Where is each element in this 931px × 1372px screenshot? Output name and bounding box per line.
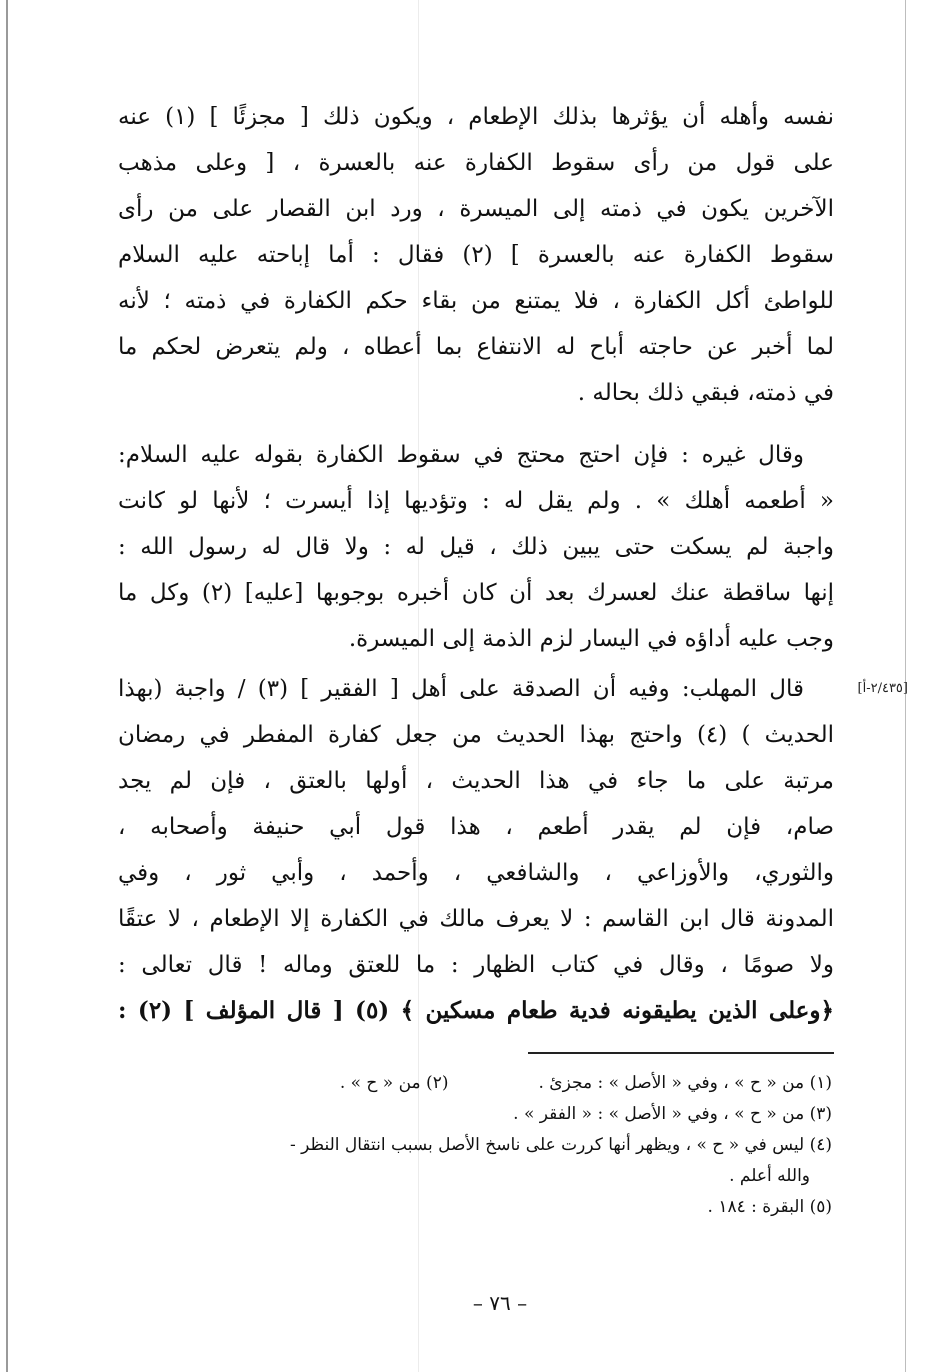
footnote-separator xyxy=(528,1052,834,1054)
footnote-2: (٢) من « ح » . xyxy=(339,1073,449,1093)
footnote-4: (٤) ليس في « ح » ، ويظهر أنها كررت على ناسخ الأصل بسبب انتقال النظر - xyxy=(289,1135,832,1155)
quran-verse-line: ﴿وعلى الذين يطيقونه فدية طعام مسكين ﴾ (٥) [ قال المؤلف ] (٢) : xyxy=(118,997,834,1024)
footnotes xyxy=(120,1068,832,1223)
text-line: واجبة لم يسكت حتى يبين ذلك ، قيل له : ولا قال له رسول الله : xyxy=(118,534,834,560)
text-line: الآخرين يكون في ذمته إلى الميسرة ، ورد ابن القصار على من رأى xyxy=(118,196,834,222)
marginal-reference: [٢/٤٣٥-أ] xyxy=(857,681,908,696)
paragraph-2 xyxy=(118,432,834,662)
text-line: وقال غيره : فإن احتج محتج في سقوط الكفارة بقوله عليه السلام: xyxy=(118,442,804,468)
footnote-row xyxy=(120,1068,832,1099)
text-line: المدونة قال ابن القاسم : لا يعرف مالك في الكفارة إلا الإطعام ، لا عتقًا xyxy=(118,906,834,932)
paragraph-3 xyxy=(118,666,834,1034)
footnote-4-continuation: والله أعلم . xyxy=(729,1166,810,1186)
page-number: – ٧٦ – xyxy=(472,1291,528,1315)
footnote-3: (٣) من « ح » ، وفي « الأصل » : « الفقر » . xyxy=(513,1104,832,1124)
footnote-5: (٥) البقرة : ١٨٤ . xyxy=(707,1197,832,1217)
text-line: الحديث ) (٤) واحتج بهذا الحديث من جعل كفارة المفطر في رمضان xyxy=(118,722,834,748)
scan-edge-left xyxy=(6,0,8,1372)
text-line: في ذمته، فبقي ذلك بحاله . xyxy=(577,380,834,406)
text-line: مرتبة على ما جاء في هذا الحديث ، أولها بالعتق ، فإن لم يجد xyxy=(118,768,834,794)
text-line: لما أخبر عن حاجته أباح له الانتفاع بما أعطاه ، ولم يتعرض لحكم ما xyxy=(118,334,834,360)
text-line: على قول من رأى سقوط الكفارة عنه بالعسرة ، [ وعلى مذهب xyxy=(118,150,834,176)
text-line: وجب عليه أداؤه في اليسار لزم الذمة إلى الميسرة. xyxy=(348,626,834,652)
text-line: « أطعمه أهلك » . ولم يقل له : وتؤديها إذا أيسرت ؛ لأنها لو كانت xyxy=(118,488,834,514)
text-line: نفسه وأهله أن يؤثرها بذلك الإطعام ، ويكون ذلك [ مجزئًا ] (١) عنه xyxy=(118,104,834,130)
text-line: صام، فإن لم يقدر أطعم ، هذا قول أبي حنيفة وأصحابه ، xyxy=(118,814,834,840)
text-line: ولا صومًا ، وقال في كتاب الظهار : ما للعتق وماله ! قال تعالى : xyxy=(118,952,834,978)
text-line: إنها ساقطة عنك لعسرك بعد أن كان أخبره بوجوبها [عليه] (٢) وكل ما xyxy=(118,580,834,606)
paragraph-1 xyxy=(118,94,834,416)
text-line: قال المهلب: وفيه أن الصدقة على أهل [ الفقير ] (٣) / واجبة (بهذا xyxy=(118,676,804,702)
footnote-1: (١) من « ح » ، وفي « الأصل » : مجزئ . xyxy=(538,1073,832,1093)
text-line: والثوري، والأوزاعي ، والشافعي ، وأحمد ، وأبي ثور ، وفي xyxy=(118,860,834,886)
text-line: للواطئ أكل الكفارة ، فلا يمتنع من بقاء حكم الكفارة في ذمته ؛ لأنه xyxy=(118,288,834,314)
text-line: سقوط الكفارة عنه بالعسرة ] (٢) فقال : أما إباحته عليه السلام xyxy=(118,242,834,268)
